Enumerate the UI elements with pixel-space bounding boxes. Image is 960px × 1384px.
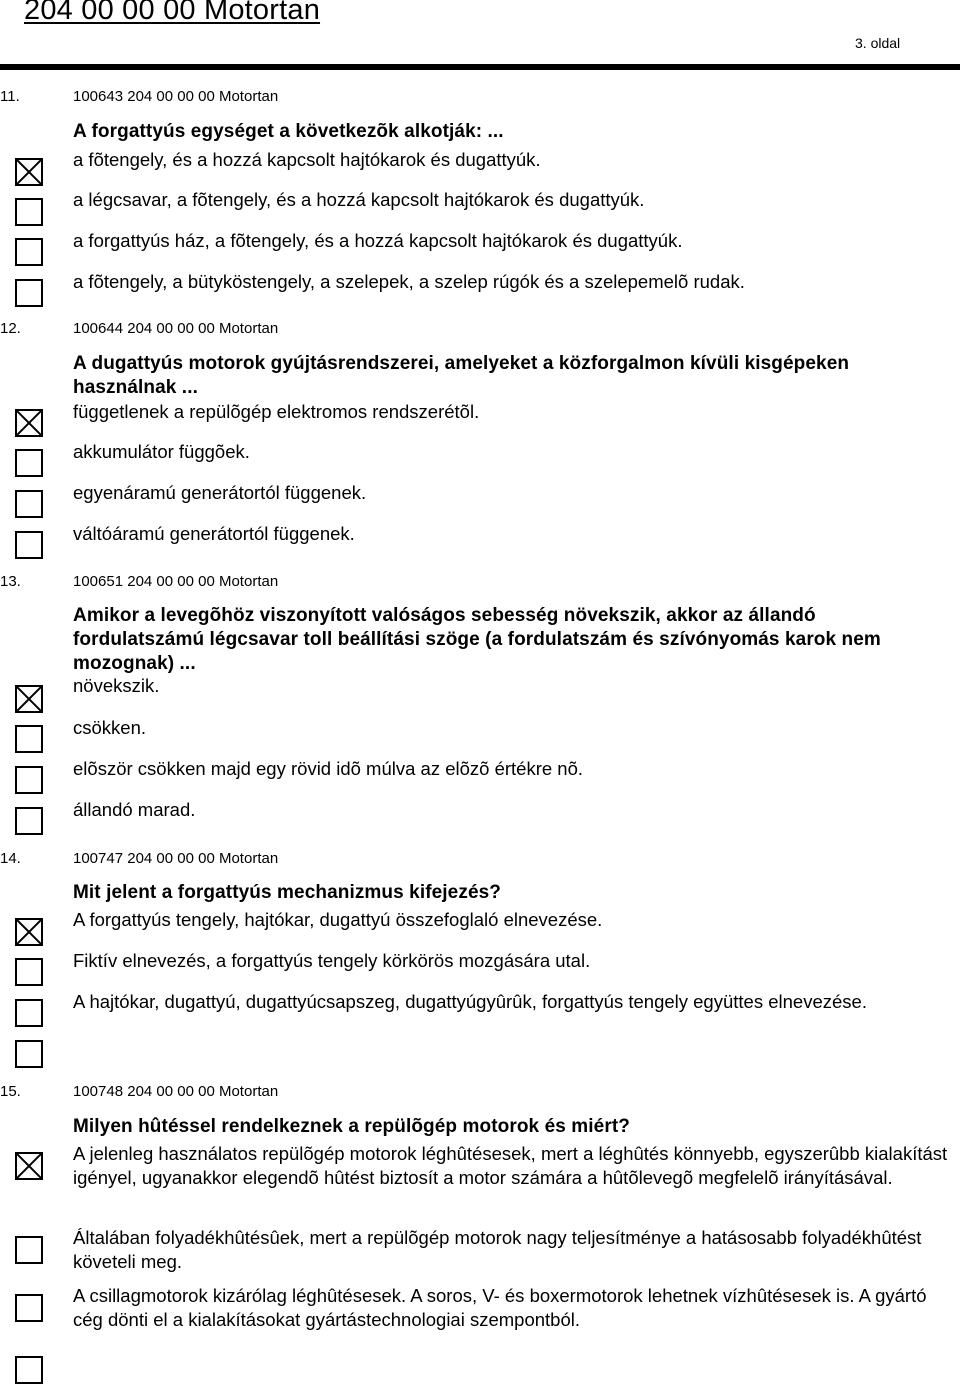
question-id: 100644 204 00 00 00 Motortan (73, 320, 279, 337)
question-text: Milyen hûtéssel rendelkeznek a repülõgép motorok és miért? (73, 1116, 630, 1137)
answer-text: csökken. (73, 717, 147, 738)
question-text: A dugattyús motorok gyújtásrendszerei, amelyeket a közforgalmon kívüli kisgépeken használnak ... (73, 353, 850, 398)
question-id: 100748 204 00 00 00 Motortan (73, 1083, 279, 1100)
question-number: 11. (0, 88, 20, 105)
question-id: 100651 204 00 00 00 Motortan (73, 573, 279, 590)
question-number: 14. (0, 850, 21, 867)
answer-text: a légcsavar, a fõtengely, és a hozzá kapcsolt hajtókarok és dugattyúk. (73, 189, 645, 210)
answer-text: növekszik. (73, 675, 160, 696)
question-number: 15. (0, 1083, 21, 1100)
question-id: 100643 204 00 00 00 Motortan (73, 88, 279, 105)
answer-checkbox-checked[interactable] (15, 685, 43, 713)
answer-checkbox-checked[interactable] (15, 409, 43, 437)
check-cross-icon (17, 920, 41, 944)
check-cross-icon (17, 160, 41, 184)
answer-text: A csillagmotorok kizárólag léghûtésesek. A soros, V- és boxermotorok lehetnek vízhûtésesek is. A gyártó cég dönti el a kialakításokat gyártástechnologiai szempontból. (73, 1285, 927, 1330)
answer-checkbox[interactable] (15, 999, 43, 1027)
check-cross-icon (17, 1154, 41, 1178)
answer-checkbox[interactable] (15, 1356, 43, 1384)
answer-text: A hajtókar, dugattyú, dugattyúcsapszeg, dugattyúgyûrûk, forgattyús tengely együttes elnevezése. (73, 991, 867, 1012)
answer-text: váltóáramú generátortól függenek. (73, 523, 355, 544)
page-title: 204 00 00 00 Motortan (24, 0, 321, 26)
question-number: 13. (0, 573, 21, 590)
answer-checkbox[interactable] (15, 1236, 43, 1264)
answer-text: Fiktív elnevezés, a forgattyús tengely körkörös mozgására utal. (73, 950, 591, 971)
answer-checkbox[interactable] (15, 807, 43, 835)
answer-checkbox[interactable] (15, 238, 43, 266)
answer-checkbox-checked[interactable] (15, 158, 43, 186)
answer-text: A forgattyús tengely, hajtókar, dugattyú összefoglaló elnevezése. (73, 909, 603, 930)
answer-text: a forgattyús ház, a fõtengely, és a hozzá kapcsolt hajtókarok és dugattyúk. (73, 230, 683, 251)
answer-checkbox[interactable] (15, 198, 43, 226)
answer-checkbox[interactable] (15, 1294, 43, 1322)
answer-text: Általában folyadékhûtésûek, mert a repülõgép motorok nagy teljesítménye a hatásosabb folyadékhûtést követeli meg. (73, 1227, 922, 1272)
answer-text: A jelenleg használatos repülõgép motorok léghûtésesek, mert a léghûtés könnyebb, egyszerûbb kialakítást igényel, ugyanakkor elegendõ hûtést biztosít a motor számára a hûtõlevegõ megfelelõ irányításával. (73, 1143, 948, 1188)
question-id: 100747 204 00 00 00 Motortan (73, 850, 279, 867)
question-text: Amikor a levegõhöz viszonyított valóságos sebesség növekszik, akkor az állandó fordulatszámú légcsavar toll beállítási szöge (a fordulatszám és szívónyomás karok nem mozognak) ... (73, 605, 881, 674)
answer-checkbox[interactable] (15, 1040, 43, 1068)
answer-text: a fõtengely, és a hozzá kapcsolt hajtókarok és dugattyúk. (73, 149, 541, 170)
answer-checkbox-checked[interactable] (15, 918, 43, 946)
answer-checkbox[interactable] (15, 490, 43, 518)
answer-text: a fõtengely, a bütyköstengely, a szelepek, a szelep rúgók és a szelepemelõ rudak. (73, 271, 745, 292)
answer-text: egyenáramú generátortól függenek. (73, 482, 367, 503)
answer-text: állandó marad. (73, 799, 196, 820)
check-cross-icon (17, 687, 41, 711)
answer-text: akkumulátor függõek. (73, 441, 250, 462)
question-text: A forgattyús egységet a következõk alkotják: ... (73, 121, 504, 142)
check-cross-icon (17, 411, 41, 435)
answer-checkbox[interactable] (15, 958, 43, 986)
answer-checkbox[interactable] (15, 725, 43, 753)
answer-checkbox[interactable] (15, 279, 43, 307)
question-number: 12. (0, 320, 21, 337)
question-text: Mit jelent a forgattyús mechanizmus kifejezés? (73, 882, 501, 903)
answer-text: függetlenek a repülõgép elektromos rendszerétõl. (73, 401, 480, 422)
answer-checkbox[interactable] (15, 766, 43, 794)
page-number: 3. oldal (855, 35, 901, 51)
header-divider (0, 64, 960, 70)
answer-checkbox[interactable] (15, 531, 43, 559)
answer-checkbox[interactable] (15, 449, 43, 477)
answer-checkbox-checked[interactable] (15, 1152, 43, 1180)
answer-text: elõször csökken majd egy rövid idõ múlva az elõzõ értékre nõ. (73, 758, 584, 779)
